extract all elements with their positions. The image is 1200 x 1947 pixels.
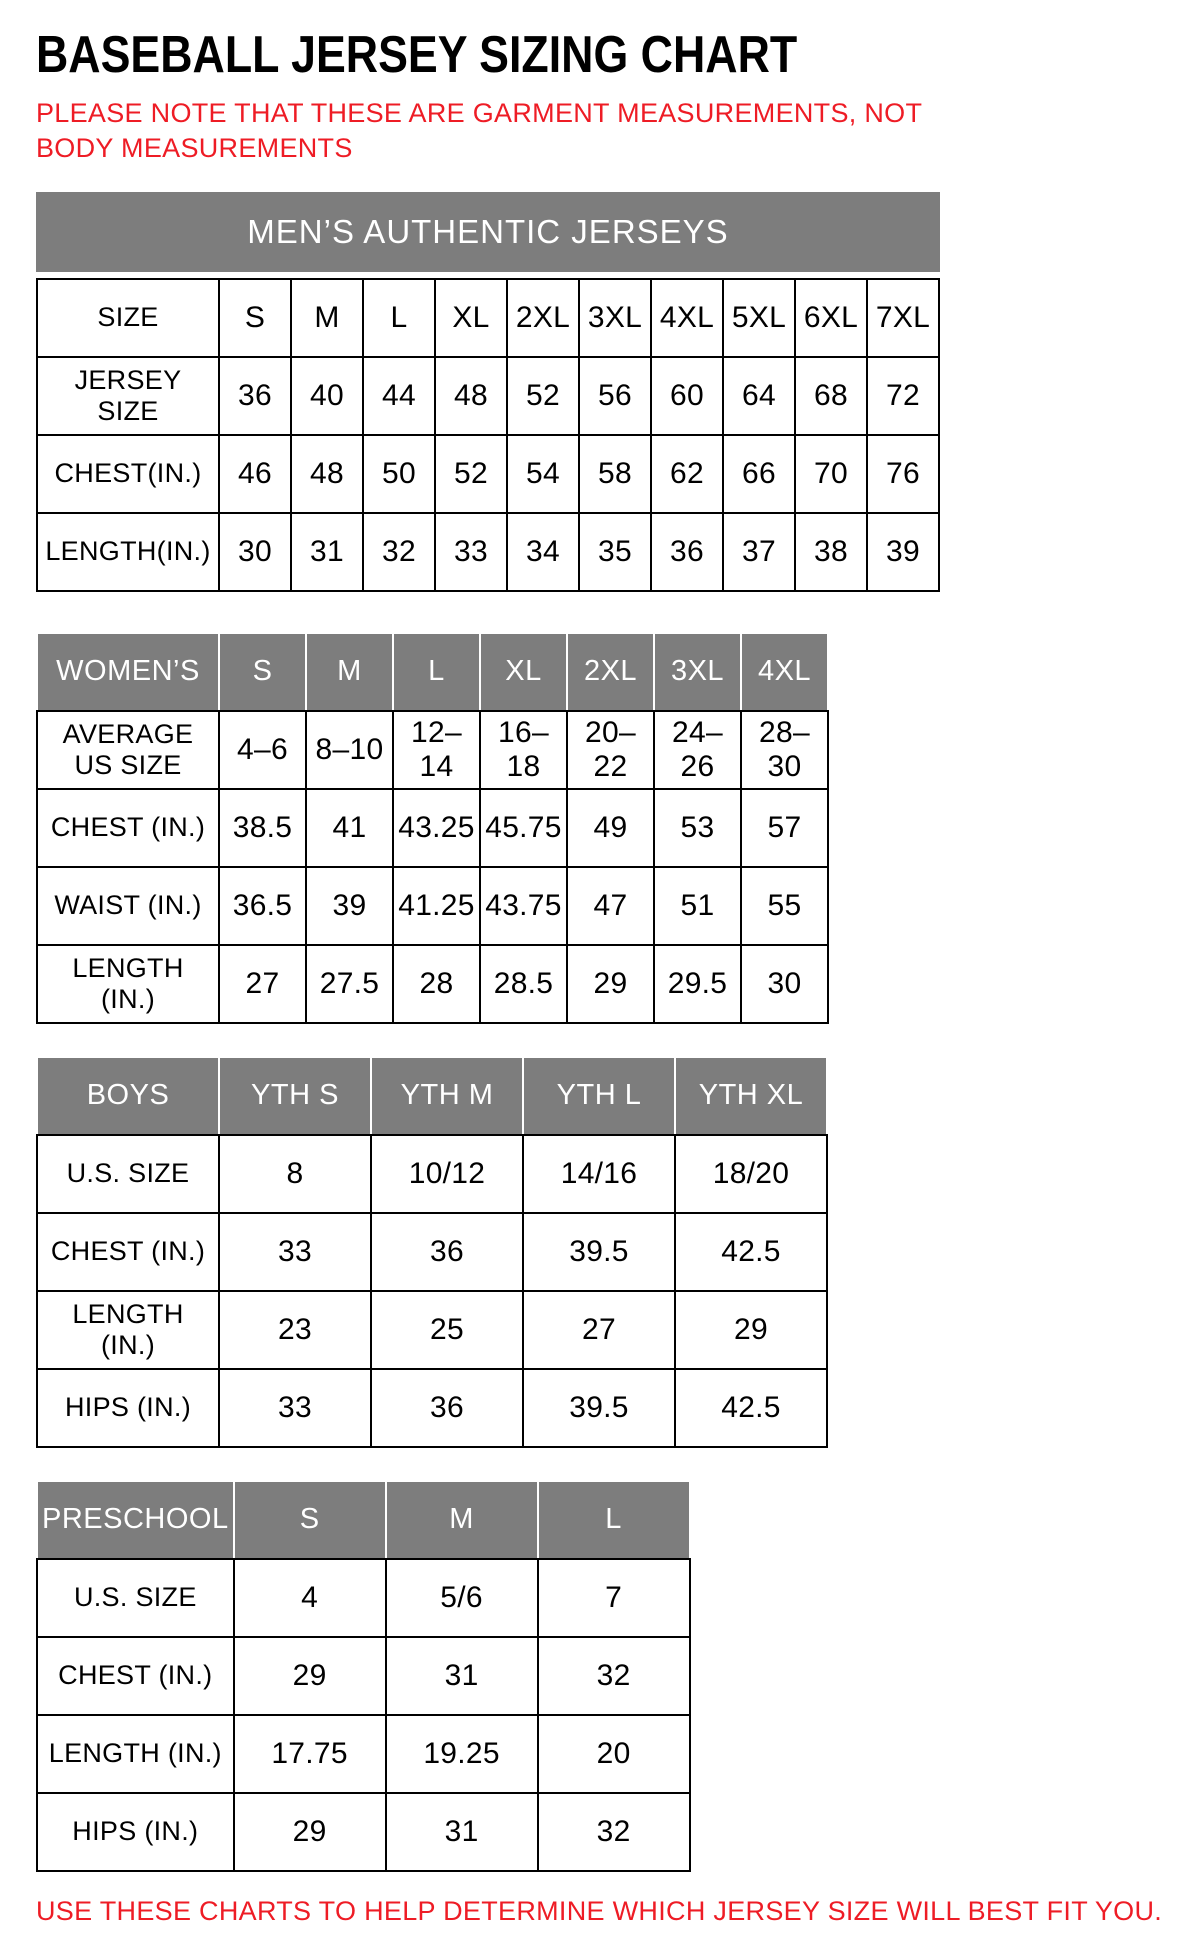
row-label-cell: CHEST (IN.) [37,789,219,867]
value-cell: 33 [219,1213,371,1291]
page-title: BASEBALL JERSEY SIZING CHART [36,26,798,84]
row-label-cell: U.S. SIZE [37,1559,234,1637]
size-column-header: M [386,1481,538,1559]
table-row [37,789,828,867]
table-row [37,1135,827,1213]
value-cell: 5/6 [386,1559,538,1637]
value-cell: 50 [363,435,435,513]
mens-jerseys-section [36,192,1170,592]
value-cell: 51 [654,867,741,945]
value-cell: 35 [579,513,651,591]
value-cell: 62 [651,435,723,513]
value-cell: 34 [507,513,579,591]
value-cell: 18/20 [675,1135,827,1213]
value-cell: 7XL [867,279,939,357]
value-cell: 25 [371,1291,523,1369]
value-cell: 36 [371,1213,523,1291]
value-cell: 49 [567,789,654,867]
value-cell: 28.5 [480,945,567,1023]
size-column-header: XL [480,633,567,711]
value-cell: XL [435,279,507,357]
row-label-cell: WAIST (IN.) [37,867,219,945]
value-cell: 8–10 [306,711,393,789]
value-cell: 60 [651,357,723,435]
value-cell: 41.25 [393,867,480,945]
value-cell: 44 [363,357,435,435]
value-cell: 66 [723,435,795,513]
value-cell: 33 [435,513,507,591]
garment-measurement-note: PLEASE NOTE THAT THESE ARE GARMENT MEASUREMENTS, NOT BODY MEASUREMENTS [36,97,922,163]
value-cell: 36 [371,1369,523,1447]
table-row [37,711,828,789]
value-cell: 72 [867,357,939,435]
value-cell: 70 [795,435,867,513]
womens-jerseys-section [36,632,1170,1024]
value-cell: 29 [567,945,654,1023]
value-cell: 3XL [579,279,651,357]
value-cell: S [219,279,291,357]
value-cell: 32 [538,1793,690,1871]
table-row [37,867,828,945]
value-cell: L [363,279,435,357]
value-cell: 14/16 [523,1135,675,1213]
preschool-sizing-table [36,1480,691,1872]
value-cell: 46 [219,435,291,513]
value-cell: 19.25 [386,1715,538,1793]
value-cell: 39 [867,513,939,591]
value-cell: M [291,279,363,357]
value-cell: 43.75 [480,867,567,945]
value-cell: 42.5 [675,1213,827,1291]
value-cell: 12–14 [393,711,480,789]
row-label-cell: U.S. SIZE [37,1135,219,1213]
value-cell: 4XL [651,279,723,357]
value-cell: 7 [538,1559,690,1637]
value-cell: 36 [651,513,723,591]
value-cell: 39.5 [523,1369,675,1447]
value-cell: 31 [291,513,363,591]
row-label-cell: LENGTH (IN.) [37,1291,219,1369]
table-row [37,1559,690,1637]
preschool-jerseys-section [36,1480,1170,1872]
value-cell: 2XL [507,279,579,357]
value-cell: 29 [675,1291,827,1369]
value-cell: 53 [654,789,741,867]
value-cell: 38 [795,513,867,591]
value-cell: 54 [507,435,579,513]
value-cell: 39.5 [523,1213,675,1291]
table-row [37,1213,827,1291]
value-cell: 27 [219,945,306,1023]
table-row [37,279,939,357]
table-title-cell: PRESCHOOL [37,1481,234,1559]
value-cell: 43.25 [393,789,480,867]
value-cell: 10/12 [371,1135,523,1213]
size-column-header: L [538,1481,690,1559]
value-cell: 55 [741,867,828,945]
value-cell: 5XL [723,279,795,357]
value-cell: 30 [741,945,828,1023]
table-header-row [37,1057,827,1135]
value-cell: 36 [219,357,291,435]
value-cell: 4–6 [219,711,306,789]
table-row [37,1369,827,1447]
mens-sizing-table [36,278,940,592]
row-label-cell: JERSEY SIZE [37,357,219,435]
value-cell: 23 [219,1291,371,1369]
value-cell: 29 [234,1637,386,1715]
value-cell: 28–30 [741,711,828,789]
row-label-cell: HIPS (IN.) [37,1793,234,1871]
size-column-header: YTH M [371,1057,523,1135]
table-row [37,1793,690,1871]
mens-table-banner: MEN’S AUTHENTIC JERSEYS [36,192,940,272]
value-cell: 56 [579,357,651,435]
value-cell: 8 [219,1135,371,1213]
size-column-header: 3XL [654,633,741,711]
value-cell: 33 [219,1369,371,1447]
value-cell: 32 [363,513,435,591]
value-cell: 45.75 [480,789,567,867]
value-cell: 52 [507,357,579,435]
value-cell: 20–22 [567,711,654,789]
value-cell: 32 [538,1637,690,1715]
value-cell: 40 [291,357,363,435]
value-cell: 64 [723,357,795,435]
row-label-cell: CHEST (IN.) [37,1637,234,1715]
value-cell: 57 [741,789,828,867]
value-cell: 47 [567,867,654,945]
boys-jerseys-section [36,1056,1170,1448]
size-column-header: 4XL [741,633,828,711]
row-label-cell: CHEST (IN.) [37,1213,219,1291]
row-label-cell: LENGTH (IN.) [37,945,219,1023]
size-column-header: YTH S [219,1057,371,1135]
value-cell: 42.5 [675,1369,827,1447]
value-cell: 31 [386,1793,538,1871]
sizing-chart-page [36,26,1170,1927]
table-row [37,1291,827,1369]
table-header-row [37,633,828,711]
table-title-cell: WOMEN’S [37,633,219,711]
table-row [37,357,939,435]
value-cell: 29 [234,1793,386,1871]
value-cell: 28 [393,945,480,1023]
size-column-header: YTH XL [675,1057,827,1135]
value-cell: 24–26 [654,711,741,789]
boys-sizing-table [36,1056,828,1448]
value-cell: 4 [234,1559,386,1637]
table-header-row [37,1481,690,1559]
value-cell: 76 [867,435,939,513]
value-cell: 36.5 [219,867,306,945]
row-label-cell: LENGTH(IN.) [37,513,219,591]
row-label-cell: LENGTH (IN.) [37,1715,234,1793]
size-column-header: S [219,633,306,711]
value-cell: 37 [723,513,795,591]
value-cell: 48 [291,435,363,513]
value-cell: 30 [219,513,291,591]
value-cell: 27.5 [306,945,393,1023]
value-cell: 41 [306,789,393,867]
table-row [37,1715,690,1793]
size-column-header: S [234,1481,386,1559]
value-cell: 39 [306,867,393,945]
womens-sizing-table [36,632,829,1024]
size-column-header: L [393,633,480,711]
fit-advice-note: USE THESE CHARTS TO HELP DETERMINE WHICH JERSEY SIZE WILL BEST FIT YOU. [36,1895,1163,1926]
table-title-cell: BOYS [37,1057,219,1135]
table-row [37,1637,690,1715]
value-cell: 31 [386,1637,538,1715]
value-cell: 17.75 [234,1715,386,1793]
row-label-cell: SIZE [37,279,219,357]
value-cell: 68 [795,357,867,435]
table-row [37,945,828,1023]
value-cell: 16–18 [480,711,567,789]
size-column-header: 2XL [567,633,654,711]
row-label-cell: AVERAGE US SIZE [37,711,219,789]
size-column-header: YTH L [523,1057,675,1135]
value-cell: 27 [523,1291,675,1369]
value-cell: 6XL [795,279,867,357]
size-column-header: M [306,633,393,711]
row-label-cell: HIPS (IN.) [37,1369,219,1447]
table-row [37,513,939,591]
value-cell: 20 [538,1715,690,1793]
value-cell: 38.5 [219,789,306,867]
value-cell: 29.5 [654,945,741,1023]
value-cell: 58 [579,435,651,513]
value-cell: 48 [435,357,507,435]
table-row [37,435,939,513]
value-cell: 52 [435,435,507,513]
row-label-cell: CHEST(IN.) [37,435,219,513]
